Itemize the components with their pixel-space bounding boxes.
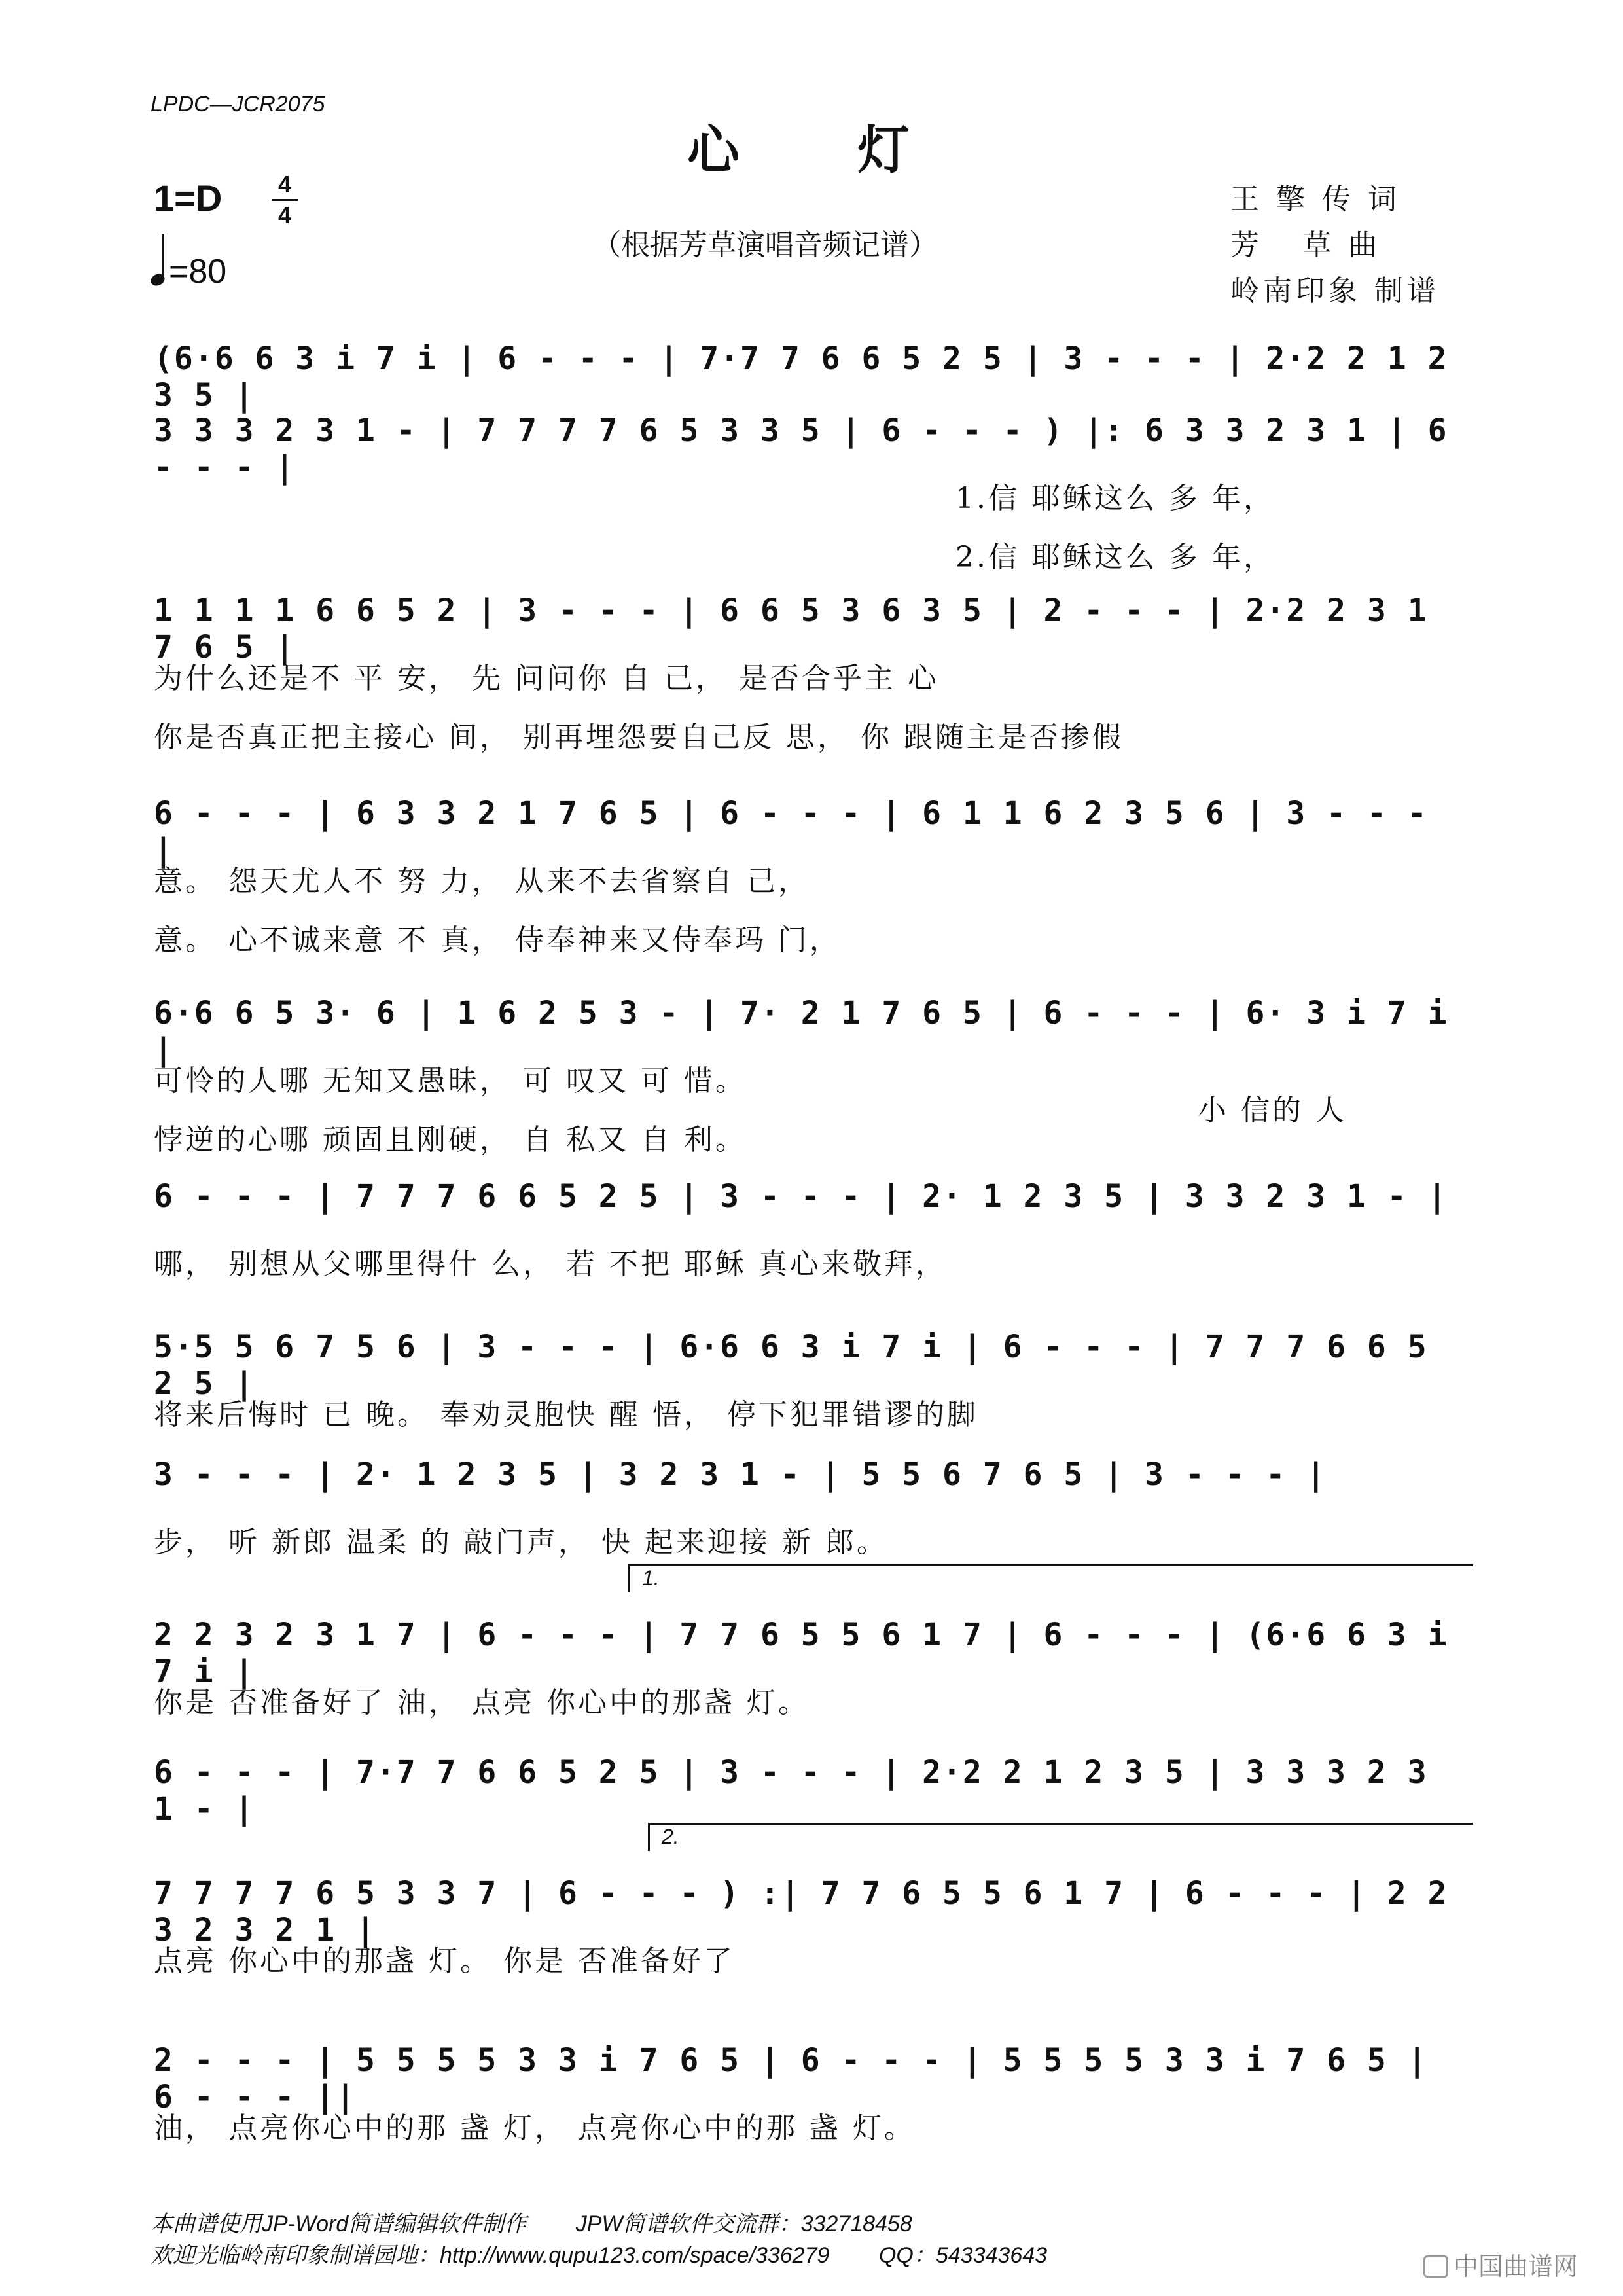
notation-row: 6 - - - | 7 7 7 6 6 5 2 5 | 3 - - - | 2· 1 2 3 5 | 3 3 2 3 1 - | xyxy=(154,1178,1448,1215)
logo-icon xyxy=(1423,2255,1448,2278)
notation-row: 3 - - - | 2· 1 2 3 5 | 3 2 3 1 - | 5 5 6 7 6 5 | 3 - - - | xyxy=(154,1456,1327,1493)
score-code: LPDC—JCR2075 xyxy=(151,92,325,117)
lyric-line: 2.信 耶稣这么 多 年， xyxy=(955,541,1275,574)
notation-row: (6·6 6 3 i 7 i | 6 - - - | 7·7 7 6 6 5 2 5 | 3 - - - | 2·2 2 1 2 3 5 | xyxy=(154,340,1448,414)
footer-software-note: 本曲谱使用JP-Word简谱编辑软件制作 JPW简谱软件交流群：332718458 xyxy=(151,2212,912,2236)
lyric-line: 1.信 耶稣这么 多 年， xyxy=(955,482,1275,515)
time-signature xyxy=(272,171,298,228)
notation-row: 2 2 3 2 3 1 7 | 6 - - - | 7 7 6 5 5 6 1 7 | 6 - - - | (6·6 6 3 i 7 i | xyxy=(154,1617,1448,1690)
volta-bracket: 2. xyxy=(648,1823,1473,1851)
lyric-line: 哪， 别想从父哪里得什 么， 若 不把 耶稣 真心来敬拜， xyxy=(154,1247,947,1281)
watermark-logo: 中国曲谱网 xyxy=(1423,2246,1578,2282)
lyricist-credit: 王 擎 传 词 xyxy=(1230,183,1400,216)
lyric-line: 意。 心不诚来意 不 真， 侍奉神来又侍奉玛 门， xyxy=(154,924,841,957)
key-signature: 1=D xyxy=(154,177,223,219)
notation-row: 6 - - - | 7·7 7 6 6 5 2 5 | 3 - - - | 2·2 2 1 2 3 5 | 3 3 3 2 3 1 - | xyxy=(154,1754,1428,1827)
notation-row: 2 - - - | 5 5 5 5 3 3 i 7 6 5 | 6 - - - | 5 5 5 5 3 3 i 7 6 5 | 6 - - - || xyxy=(154,2042,1428,2115)
notation-row: 1 1 1 1 6 6 5 2 | 3 - - - | 6 6 5 3 6 3 5 | 2 - - - | 2·2 2 3 1 7 6 5 | xyxy=(154,592,1428,666)
footer-website-note: 欢迎光临岭南印象制谱园地：http://www.qupu123.com/space/336279 QQ：543343643 xyxy=(151,2243,1048,2268)
lyric-line: 你是否真正把主接心 间， 别再埋怨要自己反 思， 你 跟随主是否掺假 xyxy=(154,721,1124,754)
time-signature-top: 4 xyxy=(277,171,292,198)
lyric-line: 油， 点亮你心中的那 盏 灯， 点亮你心中的那 盏 灯。 xyxy=(154,2111,916,2145)
lyric-line: 意。 怨天尤人不 努 力， 从来不去省察自 己， xyxy=(154,865,810,898)
lyric-line: 悖逆的心哪 顽固且刚硬， 自 私又 自 利。 xyxy=(154,1123,747,1157)
tempo-marking xyxy=(151,252,226,291)
lyric-line: 可怜的人哪 无知又愚昧， 可 叹又 可 惜。 xyxy=(154,1064,747,1098)
lyric-aside: 小 信的 人 xyxy=(1198,1094,1347,1127)
notation-row: 3 3 3 2 3 1 - | 7 7 7 7 6 5 3 3 5 | 6 - - - ) |: 6 3 3 2 3 1 | 6 - - - | xyxy=(154,412,1448,486)
subtitle: （根据芳草演唱音频记谱） xyxy=(592,228,938,262)
composer-credit: 芳 草 曲 xyxy=(1230,228,1381,262)
arranger-credit: 岭南印象 制谱 xyxy=(1230,274,1440,308)
time-signature-bottom: 4 xyxy=(277,202,292,228)
notation-row: 6 - - - | 6 3 3 2 1 7 6 5 | 6 - - - | 6 1 1 6 2 3 5 6 | 3 - - - | xyxy=(154,795,1428,869)
tempo-value: =80 xyxy=(169,253,227,291)
lyric-line: 点亮 你心中的那盏 灯。 你是 否准备好了 xyxy=(154,1945,735,1978)
notation-row: 5·5 5 6 7 5 6 | 3 - - - | 6·6 6 3 i 7 i | 6 - - - | 7 7 7 6 6 5 2 5 | xyxy=(154,1329,1428,1402)
notation-row: 7 7 7 7 6 5 3 3 7 | 6 - - - ) :| 7 7 6 5 5 6 1 7 | 6 - - - | 2 2 3 2 3 2 1 | xyxy=(154,1875,1448,1948)
volta-bracket: 1. xyxy=(628,1564,1473,1592)
song-title: 心灯 xyxy=(687,119,1027,181)
notation-row: 6·6 6 5 3· 6 | 1 6 2 5 3 - | 7· 2 1 7 6 5 | 6 - - - | 6· 3 i 7 i | xyxy=(154,995,1448,1068)
lyric-line: 步， 听 新郎 温柔 的 敲门声， 快 起来迎接 新 郎。 xyxy=(154,1526,888,1559)
quarter-note-icon xyxy=(149,272,166,288)
lyric-line: 你是 否准备好了 油， 点亮 你心中的那盏 灯。 xyxy=(154,1686,810,1719)
lyric-line: 将来后悔时 已 晚。 奉劝灵胞快 醒 悟， 停下犯罪错谬的脚 xyxy=(154,1398,978,1431)
lyric-line: 为什么还是不 平 安， 先 问问你 自 己， 是否合乎主 心 xyxy=(154,662,939,695)
